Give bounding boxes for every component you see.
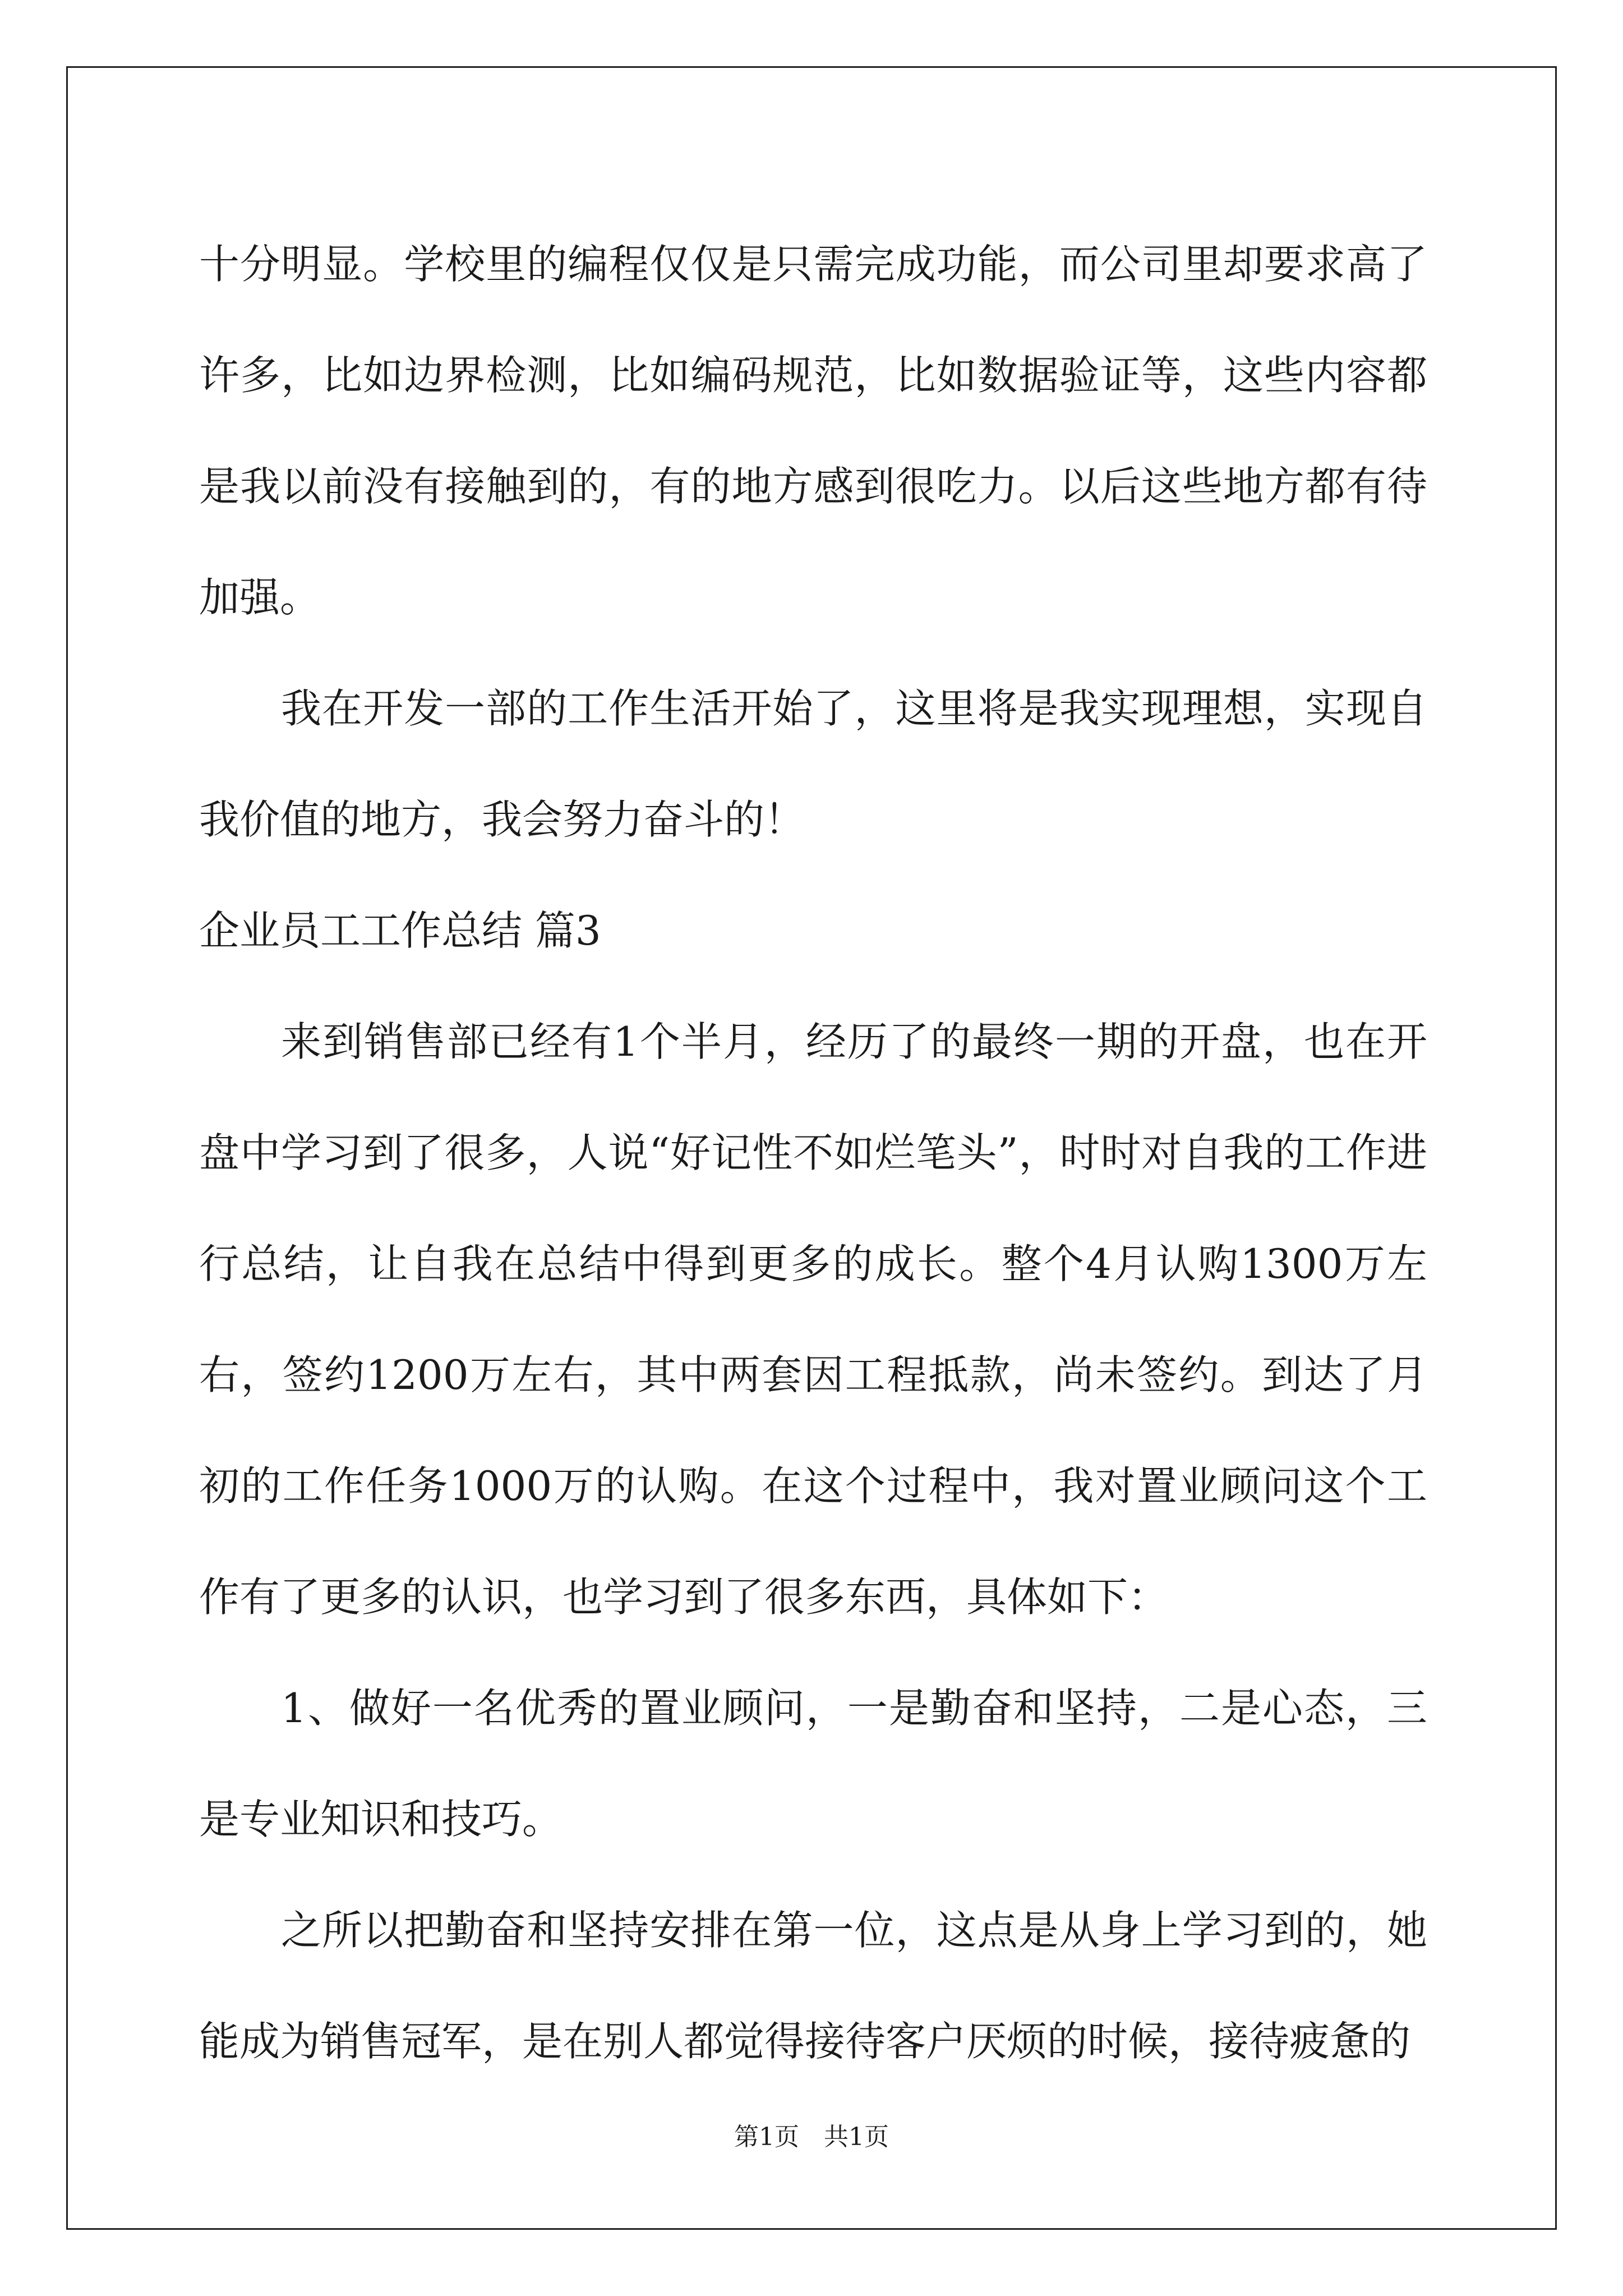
page-footer: 第1页 共1页 bbox=[734, 2123, 889, 2151]
section-heading: 企业员工工作总结 篇3 bbox=[199, 907, 601, 954]
paragraph-5: 之所以把勤奋和坚持安排在第一位，这点是从身上学习到的，她能成为销售冠军，是在别人都觉得接待客户厌烦的时候，接待疲惫的 bbox=[199, 1907, 1427, 2065]
paragraph-3: 来到销售部已经有1个半月，经历了的最终一期的开盘，也在开盘中学习到了很多，人说“好记性不如烂笔头”，时时对自我的工作进行总结，让自我在总结中得到更多的成长。整个4月认购1300万左右，签约1200万左右，其中两套因工程抵款，尚未签约。到达了月初的工作任务1000万的认购。在这个过程中，我对置业顾问这个工作有了更多的认识，也学习到了很多东西，具体如下： bbox=[199, 1018, 1427, 1621]
paragraph-4: 1、做好一名优秀的置业顾问，一是勤奋和坚持，二是心态，三是专业知识和技巧。 bbox=[199, 1685, 1427, 1843]
document-body bbox=[199, 209, 1427, 2097]
paragraph-1: 十分明显。学校里的编程仅仅是只需完成功能，而公司里却要求高了许多，比如边界检测，比如编码规范，比如数据验证等，这些内容都是我以前没有接触到的，有的地方感到很吃力。以后这些地方都有待加强。 bbox=[199, 241, 1427, 621]
paragraph-2: 我在开发一部的工作生活开始了，这里将是我实现理想，实现自我价值的地方，我会努力奋斗的！ bbox=[199, 685, 1427, 843]
